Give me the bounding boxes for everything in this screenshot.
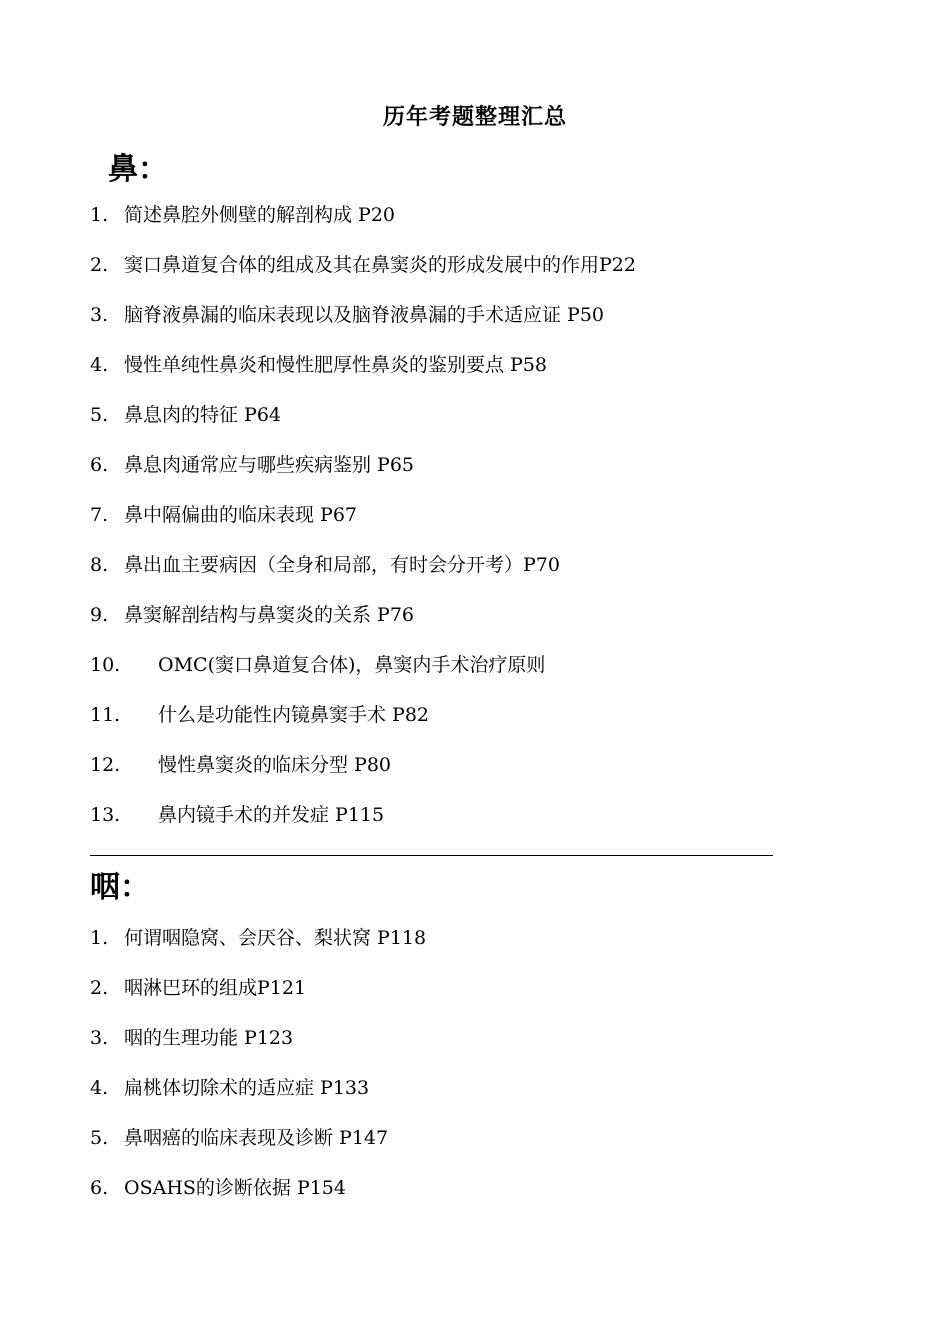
page-title: 历年考题整理汇总 [382, 104, 567, 130]
item-number: 1. [90, 204, 109, 226]
item-text: 鼻中隔偏曲的临床表现 P67 [124, 504, 358, 526]
item-text: OSAHS的诊断依据 P154 [124, 1177, 346, 1199]
item-number: 6. [90, 1177, 109, 1199]
list-item [90, 352, 636, 402]
item-text: OMC(窦口鼻道复合体)，鼻窦内手术治疗原则 [158, 654, 546, 676]
list-item [90, 702, 636, 752]
list-item [90, 252, 636, 302]
list-item [90, 602, 636, 652]
item-text: 鼻咽癌的临床表现及诊断 P147 [124, 1127, 389, 1149]
item-number: 5. [90, 1127, 109, 1149]
item-number: 7. [90, 504, 109, 526]
item-number: 4. [90, 1077, 109, 1099]
list-item [90, 1175, 426, 1225]
section-heading-nose: 鼻： [108, 152, 168, 187]
item-number: 2. [90, 254, 109, 276]
list-item [90, 1075, 426, 1125]
item-number: 5. [90, 404, 109, 426]
item-number: 2. [90, 977, 109, 999]
item-text: 鼻出血主要病因（全身和局部，有时会分开考）P70 [124, 554, 560, 576]
item-text: 扁桃体切除术的适应症 P133 [124, 1077, 370, 1099]
list-item [90, 202, 636, 252]
item-text: 鼻息肉的特征 P64 [124, 404, 282, 426]
item-text: 脑脊液鼻漏的临床表现以及脑脊液鼻漏的手术适应证 P50 [124, 304, 605, 326]
item-number: 9. [90, 604, 109, 626]
pharynx-question-list [90, 925, 426, 1225]
item-number: 3. [90, 304, 109, 326]
list-item [90, 302, 636, 352]
list-item [90, 402, 636, 452]
item-text: 何谓咽隐窝、会厌谷、梨状窝 P118 [124, 927, 427, 949]
list-item [90, 925, 426, 975]
list-item [90, 652, 636, 702]
list-item [90, 552, 636, 602]
item-number: 6. [90, 454, 109, 476]
item-text: 慢性鼻窦炎的临床分型 P80 [158, 754, 392, 776]
item-text: 慢性单纯性鼻炎和慢性肥厚性鼻炎的鉴别要点 P58 [124, 354, 548, 376]
list-item [90, 1125, 426, 1175]
section-divider [90, 855, 773, 856]
item-text: 咽的生理功能 P123 [124, 1027, 294, 1049]
list-item [90, 975, 426, 1025]
list-item [90, 452, 636, 502]
item-text: 简述鼻腔外侧壁的解剖构成 P20 [124, 204, 396, 226]
list-item [90, 752, 636, 802]
item-number: 4. [90, 354, 109, 376]
nose-question-list [90, 202, 636, 852]
section-heading-pharynx: 咽： [90, 870, 150, 905]
list-item [90, 1025, 426, 1075]
item-number: 13. [90, 804, 121, 826]
item-text: 鼻息肉通常应与哪些疾病鉴别 P65 [124, 454, 415, 476]
item-number: 8. [90, 554, 109, 576]
item-text: 咽淋巴环的组成P121 [124, 977, 307, 999]
list-item [90, 802, 636, 852]
item-text: 什么是功能性内镜鼻窦手术 P82 [158, 704, 430, 726]
item-text: 鼻内镜手术的并发症 P115 [158, 804, 385, 826]
item-text: 鼻窦解剖结构与鼻窦炎的关系 P76 [124, 604, 415, 626]
item-text: 窦口鼻道复合体的组成及其在鼻窦炎的形成发展中的作用P22 [124, 254, 636, 276]
item-number: 11. [90, 704, 121, 726]
item-number: 10. [90, 654, 121, 676]
item-number: 3. [90, 1027, 109, 1049]
item-number: 12. [90, 754, 121, 776]
item-number: 1. [90, 927, 109, 949]
list-item [90, 502, 636, 552]
